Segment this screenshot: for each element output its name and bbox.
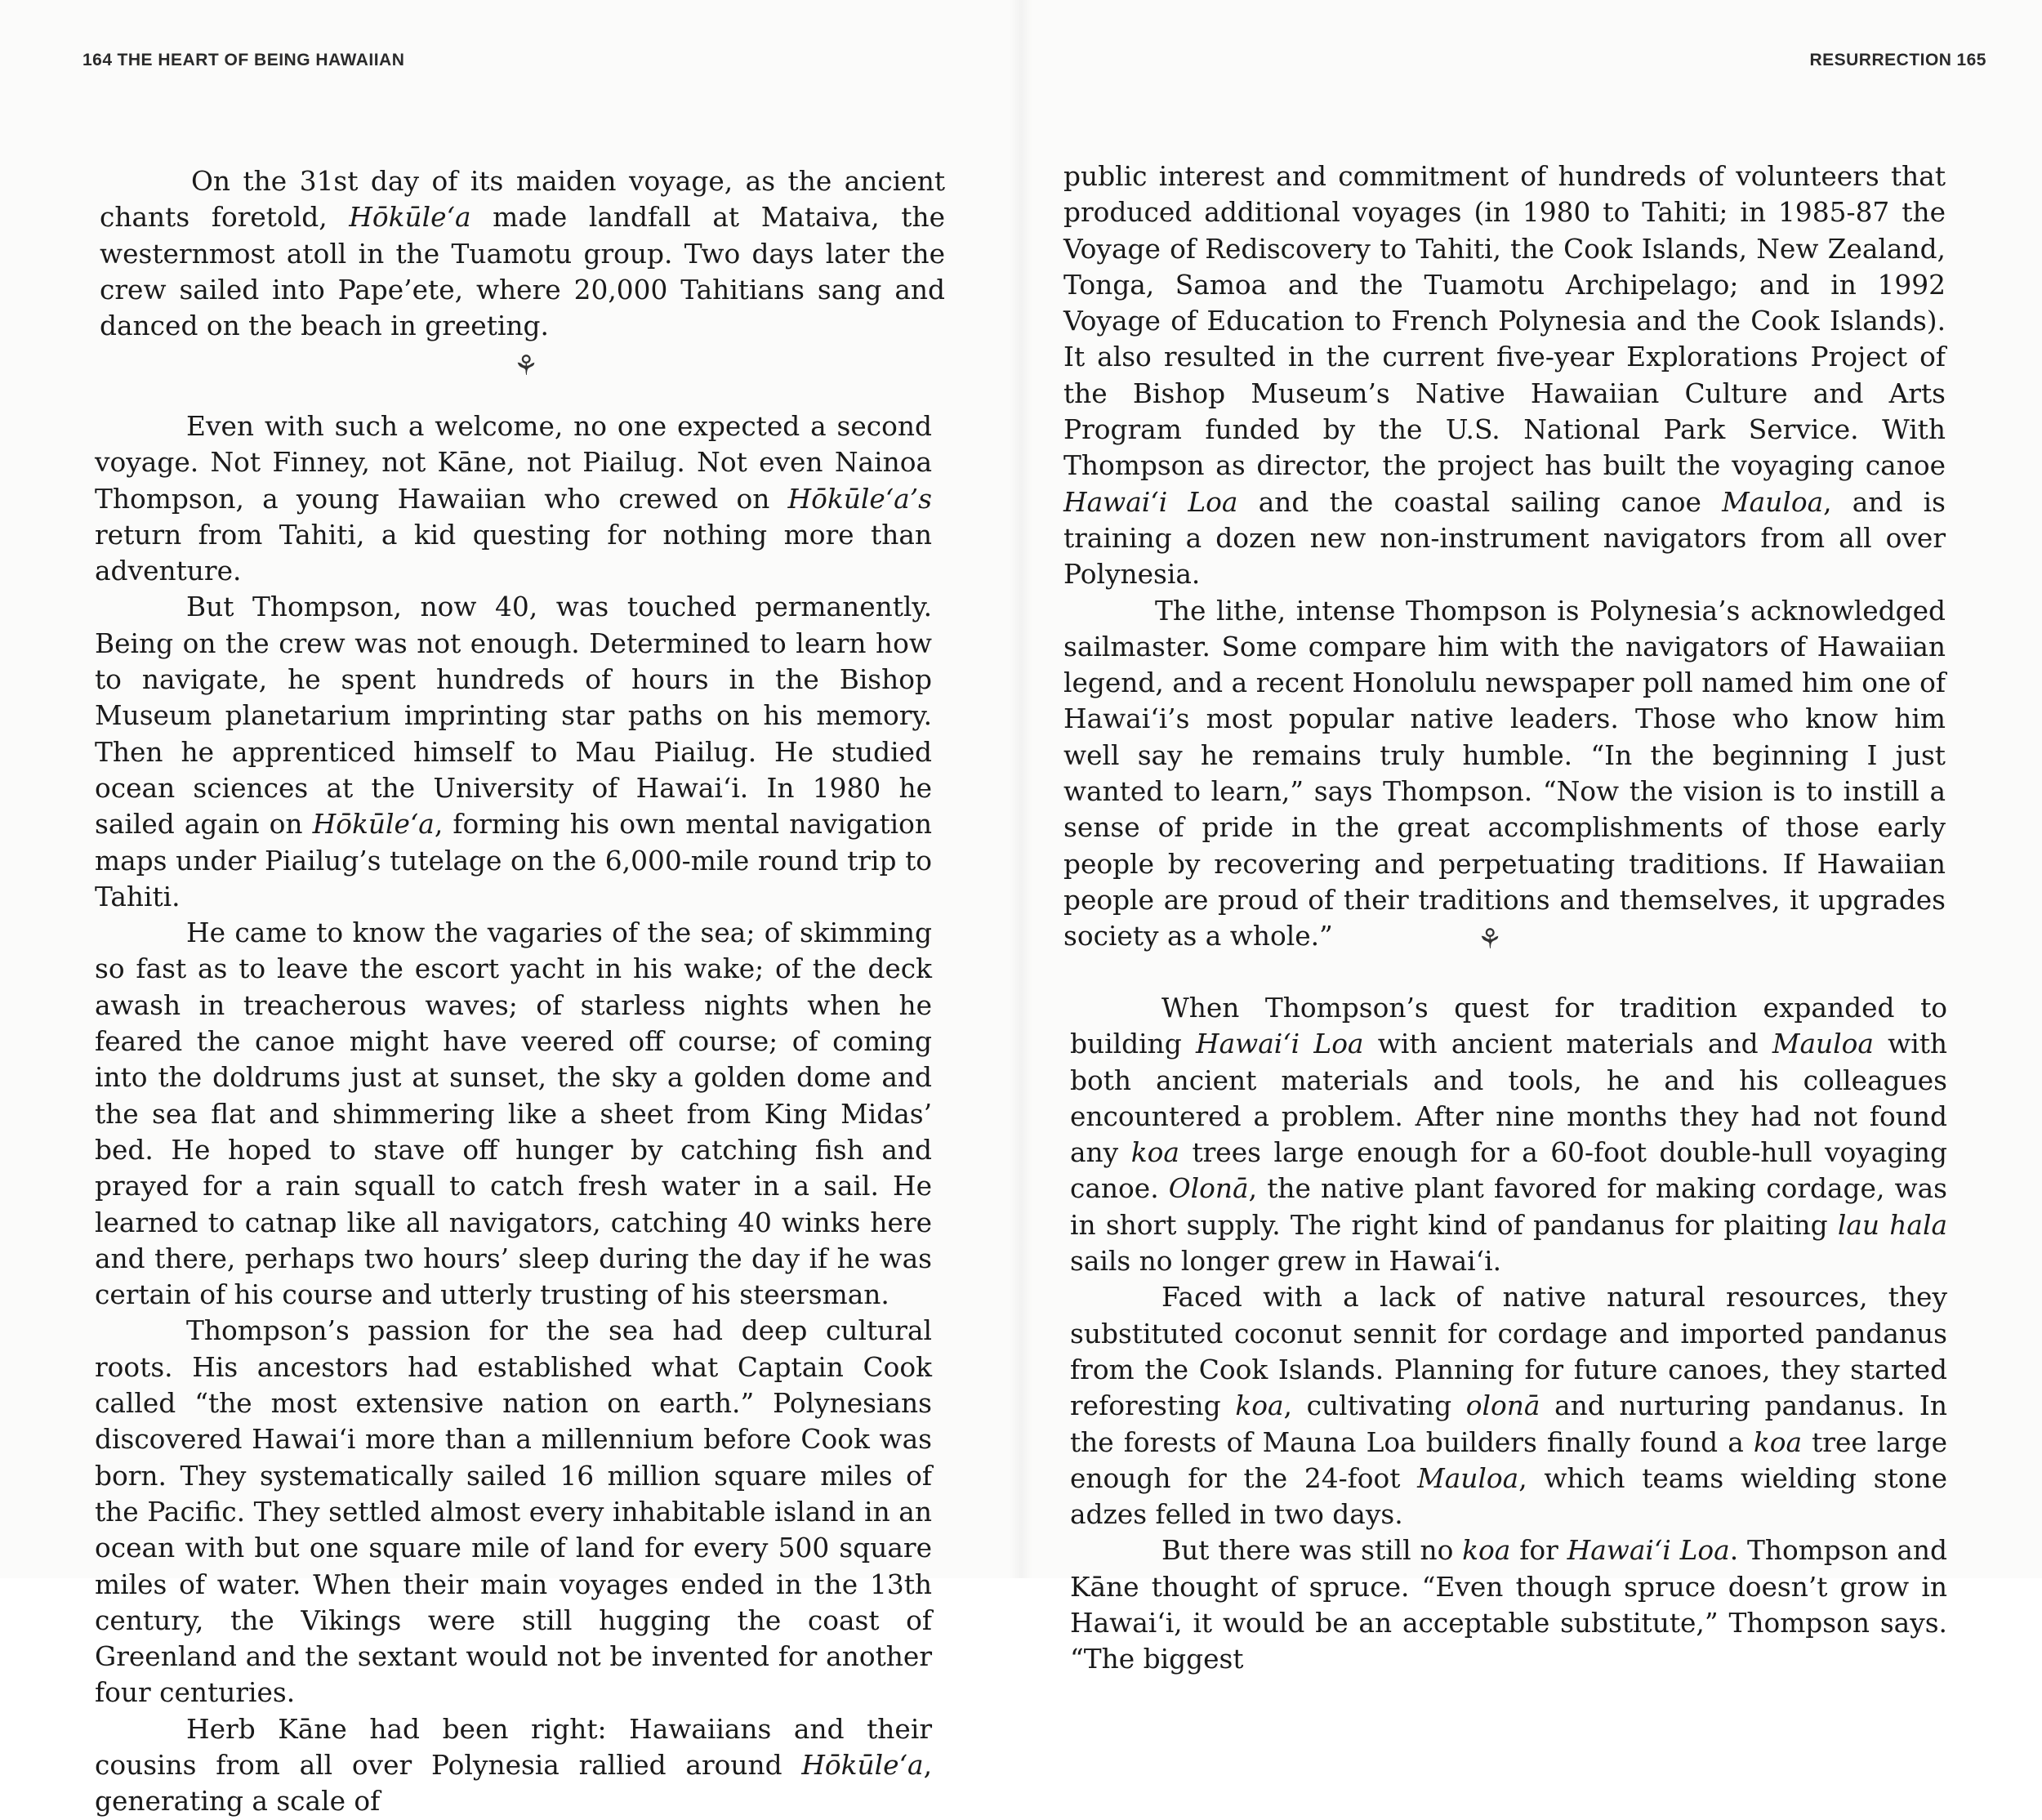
italic-term: Hawai‘i Loa (1567, 1535, 1730, 1567)
italic-term: koa (1130, 1137, 1179, 1169)
page-number-right: 165 (1956, 51, 1986, 69)
running-head-title-left: THE HEART OF BEING HAWAIIAN (117, 51, 405, 69)
text-run: On the 31st day of its maiden voyage, as the ancient chants foretold, (100, 166, 945, 234)
text-run: , generating a scale of (95, 1749, 932, 1818)
italic-term: Hōkūle‘a (349, 202, 471, 234)
text-run: , which teams wielding stone adzes felled in two days. (1070, 1462, 1947, 1531)
paragraph (95, 589, 932, 915)
italic-term: Hawai‘i Loa (1195, 1028, 1364, 1060)
paragraph (100, 163, 945, 344)
section-break-ornament-icon: ⚘ (1477, 923, 1503, 956)
text-run: return from Tahiti, a kid questing for nothing more than adventure. (95, 519, 932, 587)
text-run: But Thompson, now 40, was touched permanently. Being on the crew was not enough. Determined to learn how to navigate, he spent hundreds of hours in the Bishop Museum planetarium imprinting star paths on his memory. Then he apprenticed himself to Mau Piailug. He studied ocean sciences at the University of Hawai‘i. In 1980 he sailed again on (95, 591, 932, 841)
text-run: trees large enough for a 60-foot double-hull voyaging canoe. (1070, 1137, 1947, 1205)
paragraph (1063, 593, 1946, 955)
paragraph (95, 1711, 932, 1820)
running-head-title-right: RESURRECTION (1809, 51, 1952, 69)
paragraph (1070, 1279, 1947, 1532)
paragraph (95, 915, 932, 1313)
body-text-block-1 (1063, 158, 1946, 955)
text-run: Herb Kāne had been right: Hawaiians and their cousins from all over Polynesia rallied around (95, 1713, 932, 1781)
text-run: Even with such a welcome, no one expected a second voyage. Not Finney, not Kāne, not Piailug. Not even Nainoa Thompson, a young Hawaiian who crewed on (95, 411, 932, 515)
text-run: He came to know the vagaries of the sea; of skimming so fast as to leave the escort yacht in his wake; of the deck awash in treacherous waves; of starless nights when he feared the canoe might have veered off course; of coming into the doldrums just at sunset, the sky a golden dome and the sea flat and shimmering like a sheet from King Midas’ bed. He hoped to stave off hunger by catching fish and prayed for a rain squall to catch fresh water in a sail. He learned to catnap like all navigators, catching 40 winks here and there, perhaps two hours’ sleep during the day if he was certain of his course and utterly trusting of his steersman. (95, 917, 932, 1311)
paragraph (1070, 1532, 1947, 1677)
running-head-left (78, 51, 404, 70)
section-break-ornament-icon: ⚘ (513, 350, 539, 382)
text-run: , the native plant favored for making cordage, was in short supply. The right kind of pandanus for plaiting (1070, 1173, 1947, 1241)
text-run: public interest and commitment of hundreds of volunteers that produced additional voyages (in 1980 to Tahiti; in 1985-87 the Voyage of Rediscovery to Tahiti, the Cook Islands, New Zealand, Tonga, Samoa and the Tuamotu Archipelago; and in 1992 Voyage of Education to French Polynesia and the Cook Islands). It also resulted in the current five-year Explorations Project of the Bishop Museum’s Native Hawaiian Culture and Arts Program funded by the U.S. National Park Service. With Thompson as director, the project has built the voyaging canoe (1063, 161, 1946, 482)
text-run: and nurturing pandanus. In the forests of Mauna Loa builders finally found a (1070, 1390, 1947, 1458)
italic-term: Hōkūle‘a’s (787, 483, 932, 515)
text-run: But there was still no (1161, 1535, 1463, 1567)
text-run: sails no longer grew in Hawai‘i. (1070, 1246, 1502, 1278)
text-run: tree large enough for the 24-foot (1070, 1426, 1947, 1494)
text-run: , cultivating (1283, 1390, 1466, 1422)
paragraph (1063, 158, 1946, 593)
text-run: with ancient materials and (1363, 1028, 1772, 1060)
body-text-block-2 (95, 408, 932, 1820)
text-run: made landfall at Mataiva, the westernmost atoll in the Tuamotu group. Two days later the crew sailed into Pape’ete, where 20,000 Tahitians sang and danced on the beach in greeting. (100, 202, 945, 342)
paragraph (95, 408, 932, 589)
italic-term: koa (1462, 1535, 1511, 1567)
text-run: When Thompson’s quest for tradition expanded to building (1070, 993, 1947, 1060)
text-run: and the coastal sailing canoe (1237, 486, 1723, 518)
text-run: with both ancient materials and tools, he and his colleagues encountered a problem. After nine months they had not found any (1070, 1028, 1948, 1169)
body-text-block-1 (100, 163, 945, 344)
italic-term: Hōkūle‘a (312, 809, 435, 841)
text-run: for (1510, 1535, 1567, 1567)
italic-term: Olonā (1168, 1173, 1249, 1205)
page-number-left: 164 (82, 51, 113, 69)
body-text-block-2 (1070, 990, 1947, 1678)
text-run: , forming his own mental navigation maps under Piailug’s tutelage on the 6,000-mile round trip to Tahiti. (95, 809, 932, 912)
italic-term: koa (1753, 1426, 1803, 1458)
italic-term: lau hala (1837, 1209, 1948, 1241)
text-run: The lithe, intense Thompson is Polynesia’s acknowledged sailmaster. Some compare him with the navigators of Hawaiian legend, and a recent Honolulu newspaper poll named him one of Hawai‘i’s most popular native leaders. Those who know him well say he remains truly humble. “In the beginning I just wanted to learn,” says Thompson. “Now the vision is to instill a sense of pride in the great accomplishments of those early people by recovering and perpetuating traditions. If Hawaiian people are proud of their traditions and themselves, it upgrades society as a whole.” (1063, 595, 1946, 952)
text-run: , and is training a dozen new non-instrument navigators from all over Polynesia. (1063, 486, 1946, 591)
italic-term: Mauloa (1772, 1028, 1874, 1060)
italic-term: Hōkūle‘a (801, 1749, 924, 1781)
italic-term: olonā (1465, 1390, 1540, 1422)
italic-term: Hawai‘i Loa (1063, 486, 1238, 518)
italic-term: Mauloa (1722, 486, 1824, 518)
left-page (0, 0, 1021, 1818)
paragraph (1070, 990, 1947, 1279)
italic-term: Mauloa (1417, 1462, 1519, 1494)
italic-term: koa (1235, 1390, 1284, 1422)
text-run: Faced with a lack of native natural resources, they substituted coconut sennit for cordage and imported pandanus from the Cook Islands. Planning for future canoes, they started reforesting (1070, 1282, 1947, 1422)
paragraph (95, 1313, 932, 1711)
right-page (1021, 0, 2042, 1675)
text-run: . Thompson and Kāne thought of spruce. “Even though spruce doesn’t grow in Hawai‘i, it would be an acceptable substitute,” Thompson says. “The biggest (1070, 1535, 1948, 1675)
running-head-right (1809, 51, 1991, 70)
text-run: Thompson’s passion for the sea had deep cultural roots. His ancestors had established what Captain Cook called “the most extensive nation on earth.” Polynesians discovered Hawai‘i more than a millennium before Cook was born. They systematically sailed 16 million square miles of the Pacific. They settled almost every inhabitable island in an ocean with but one square mile of land for every 500 square miles of water. When their main voyages ended in the 13th century, the Vikings were still hugging the coast of Greenland and the sextant would not be invented for another four centuries. (95, 1315, 932, 1709)
